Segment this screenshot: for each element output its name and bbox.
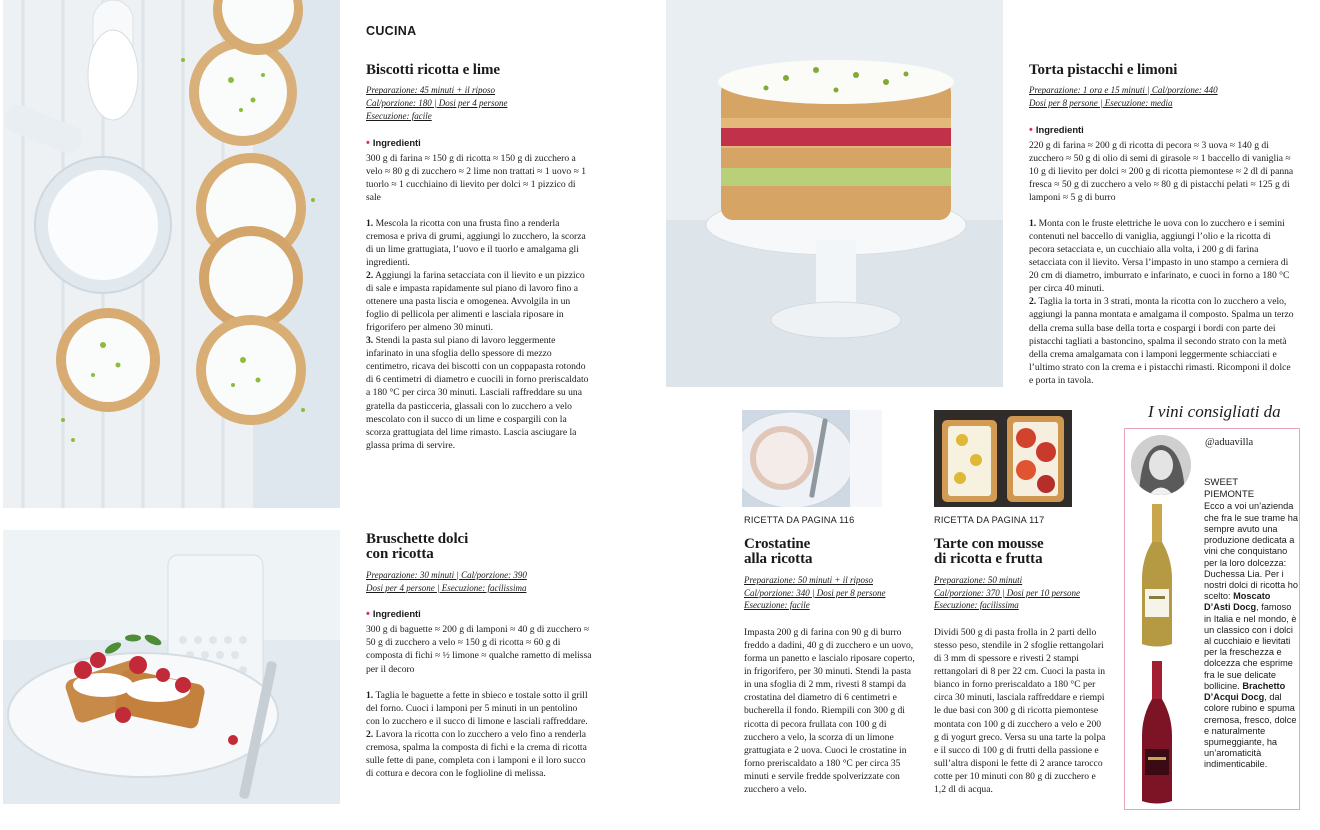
bullet-dot-icon: •: [1029, 123, 1033, 136]
recipe-meta: [744, 574, 918, 612]
recipe-meta: [1029, 84, 1297, 110]
bullet-dot-icon: •: [366, 136, 370, 149]
recipe-body: Dividi 500 g di pasta frolla in 2 parti dello stesso peso, stendile in 2 sfoglie rettangolari di 3 mm di spessore e rivesti 2 stampi rettangolari di 8 per 22 cm. Cuoci la pasta in bianco in forno preriscaldato a 180 °C per circa 30 minuti, lasciala raffreddare e riempi le due basi con 300 g di ricotta piemontese montata con 100 g di zucchero a velo e 200 g di yogurt greco. Versa su una tarte la polpa e il succo di 100 g di frutti della passione e sull’altra disponi le fette di 2 arance tarocco cotte per 10 minuti con 80 g di zucchero e 1,2 dl di acqua.: [934, 627, 1106, 795]
step-number: 1.: [366, 689, 374, 701]
wine-text-intro: Ecco a voi un’azienda che fra le sue trame ha sempre avuto una produzione dedicata a vini che conquistano per la loro dolcezza: Duchessa Lia. Per i nostri dolci di ricotta ho scelto:: [1204, 501, 1298, 602]
recipe-torta: [1029, 63, 1297, 387]
recipe-meta: [934, 574, 1108, 612]
step-text: Lavora la ricotta con lo zucchero a velo fino a renderla cremosa, spalma la composta di fichi e la crema di ricotta sulle fette di pane, completa con i lamponi e il loro succo di cottura e decora con le foglioline di melissa.: [366, 728, 587, 779]
title-line: Crostatine: [744, 536, 811, 552]
recipe-title: [744, 537, 918, 568]
meta-line: Preparazione: 1 ora e 15 minuti | Cal/porzione: 440: [1029, 85, 1218, 96]
meta-line: Cal/porzione: 340 | Dosi per 8 persone: [744, 587, 886, 598]
brand-line: SWEET: [1204, 477, 1239, 488]
photo-crostatine: [742, 410, 882, 507]
meta-line: Preparazione: 50 minuti: [934, 574, 1023, 585]
recipe-bruschette: [366, 532, 592, 780]
ingredients-label: Ingredienti: [372, 136, 421, 148]
photo-bruschette: [3, 530, 340, 804]
title-line: di ricotta e frutta: [934, 551, 1043, 568]
step: [366, 217, 592, 269]
photo-biscotti: [3, 0, 340, 508]
step: [366, 728, 592, 780]
recipe-body: Impasta 200 g di farina con 90 g di burro freddo a dadini, 40 g di zucchero e un uovo, forma un panetto e lascialo riposare coperto, in frigorifero, per 30 minuti. Stendi la pasta in una sfoglia di 2 mm, rivesti 8 stampi da crostatina del diametro di 6 centimetri e bucherella il fondo. Riempili con 300 g di ricotta di pecora frullata con 100 g di zucchero a velo, la scorza di un limone grattugiata e 2 uova. Cuoci le crostatine in forno preriscaldato a 180 °C per circa 35 minuti e servile fredde spolverizzate con zucchero a velo.: [744, 627, 915, 795]
wine-description: [1204, 477, 1299, 771]
page-reference: RICETTA DA PAGINA 116: [744, 515, 855, 525]
step: [1029, 295, 1297, 386]
meta-line: Esecuzione: facile: [366, 110, 432, 121]
meta-line: Preparazione: 50 minuti + il riposo: [744, 574, 873, 585]
wine-brand: [1204, 477, 1299, 500]
recipe-meta: [366, 84, 592, 122]
step-text: Aggiungi la farina setacciata con il lievito e un pizzico di sale e impasta rapidamente sul piano di lavoro fino a ottenere una pasta liscia e omogenea. Avvolgila in un foglio di pellicola per alimenti e lasciala riposare in frigorifero per almeno 30 minuti.: [366, 270, 585, 334]
step: [1029, 217, 1297, 295]
bottle-brachetto-icon: [1140, 661, 1174, 806]
recipe-title: Torta pistacchi e limoni: [1029, 62, 1178, 78]
step-number: 3.: [366, 335, 374, 347]
meta-line: Cal/porzione: 180 | Dosi per 4 persone: [366, 98, 508, 109]
brand-line: PIEMONTE: [1204, 488, 1255, 500]
recipe-meta: [366, 569, 592, 595]
step-text: Monta con le fruste elettriche le uova con lo zucchero e i semini contenuti nel baccello di vaniglia, aggiungi l’olio e la ricotta di pecora setacciata e, un cucchiaio alla volta, i 200 g di farina setacciata con il lievito. Versa l’impasto in uno stampo a cerniera di 20 cm di diametro, imburrato e infarinato, e cuoci in forno a 180 °C per circa 40 minuti.: [1029, 218, 1290, 295]
page-reference: RICETTA DA PAGINA 117: [934, 515, 1045, 525]
wine-box: [1124, 428, 1300, 810]
ingredients-heading: [366, 136, 592, 151]
recipe-steps: [366, 689, 592, 780]
step-number: 1.: [1029, 218, 1037, 230]
recipe-title: Biscotti ricotta e lime: [366, 62, 500, 78]
step-text: Taglia la torta in 3 strati, monta la ricotta con lo zucchero a velo, aggiungi la panna montata e amalgama il composto. Spalma un terzo della crema sulla base della torta e cospargi i bordi con parte dei pistacchi tagliati a bastoncino, spalma il secondo strato con la metà della crema amalgamata con i lamponi leggermente schiacciati e l’ultimo strato con la crema e i pistacchi rimasti. Ricomponi il dolce e porta in tavola.: [1029, 296, 1294, 386]
photo-tarte: [934, 410, 1072, 507]
step: [366, 689, 592, 728]
title-line: con ricotta: [366, 546, 434, 563]
ingredients-heading: [1029, 123, 1297, 138]
recipe-title: [366, 532, 592, 563]
step-text: Taglia le baguette a fette in sbieco e tostale sotto il grill del forno. Cuoci i lamponi per 5 minuti in un pentolino con lo zucchero e il succo di limone e lasciali raffreddare.: [366, 689, 588, 727]
ingredients-list: 300 g di farina ≈ 150 g di ricotta ≈ 150 g di zucchero a velo ≈ 80 g di zucchero ≈ 2 lime non trattati ≈ 1 uovo ≈ 1 tuorlo ≈ 1 cucchiaino di lievito per dolci ≈ 1 pizzico di sale: [366, 152, 587, 203]
recipe-title: [934, 537, 1108, 568]
recipe-crostatine: [744, 537, 918, 796]
avatar: [1131, 435, 1191, 495]
meta-line: Esecuzione: facile: [744, 600, 810, 611]
photo-torta: [666, 0, 1003, 387]
instagram-handle: @aduavilla: [1205, 437, 1254, 448]
recipe-steps: [1029, 217, 1297, 387]
ingredients-list: 220 g di farina ≈ 200 g di ricotta di pecora ≈ 3 uova ≈ 140 g di zucchero ≈ 50 g di olio di semi di girasole ≈ 1 baccello di vaniglia ≈ 10 g di lievito per dolci ≈ 200 g di ricotta piemontese ≈ 2 dl di panna fresca ≈ 50 g di zucchero a velo ≈ 80 g di pistacchi pelati ≈ 125 g di lamponi ≈ 5 g di burro: [1029, 139, 1294, 204]
step-text: Stendi la pasta sul piano di lavoro leggermente infarinato in una sfoglia dello spessore di mezzo centimetro, ricava dei biscotti con un coppapasta rotondo di 6 centimetri di diametro e cuocili in forno preriscaldato a 180 °C per circa 30 minuti. Lasciali raffreddare su una gratella da pasticceria, glassali con lo zucchero a velo mescolato con il succo di un lime e cospargili con la scorza grattugiata del lime rimasto. Lascia asciugare la glassa prima di servire.: [366, 335, 589, 451]
wine-text-brachetto: , dal colore rubino e spuma cremosa, fresco, dolce e naturalmente spumeggiante, ha un’aromaticità indimenticabile.: [1204, 692, 1297, 770]
wine-name-moscato: Moscato D’Asti Docg: [1204, 591, 1271, 613]
title-line: alla ricotta: [744, 551, 813, 568]
wine-name-brachetto: Brachetto D’Acqui Docg: [1204, 680, 1286, 703]
step-number: 2.: [1029, 296, 1037, 308]
ingredients-heading: [366, 607, 592, 622]
meta-line: Preparazione: 45 minuti + il riposo: [366, 85, 495, 96]
step-number: 2.: [366, 270, 374, 282]
meta-line: Esecuzione: facilissima: [934, 600, 1019, 611]
ingredients-label: Ingredienti: [372, 608, 421, 620]
wine-text-moscato: , famoso in Italia e nel mondo, è un classico con i dolci al cucchiaio e lievitati per la freschezza e dolcezza che esprime fra le sue delicate bollicine.: [1204, 602, 1297, 691]
title-line: Tarte con mousse: [934, 536, 1044, 552]
bullet-dot-icon: •: [366, 608, 370, 621]
recipe-steps: [366, 217, 592, 452]
step: [366, 269, 592, 334]
meta-line: Dosi per 4 persone | Esecuzione: facilissima: [366, 582, 527, 593]
step: [366, 334, 592, 451]
ingredients-list: 300 g di baguette ≈ 200 g di lamponi ≈ 40 g di zucchero ≈ 50 g di zucchero a velo ≈ 150 g di ricotta ≈ 60 g di composta di fichi ≈ ½ limone ≈ qualche rametto di melissa per il decoro: [366, 624, 592, 675]
ingredients-label: Ingredienti: [1035, 123, 1084, 135]
meta-line: Cal/porzione: 370 | Dosi per 10 persone: [934, 587, 1080, 598]
recipe-tarte: [934, 537, 1108, 796]
step-text: Mescola la ricotta con una frusta fino a renderla cremosa e priva di grumi, aggiungi lo zucchero, la scorza di un lime grattugiata, l’uovo e il tuorlo e amalgama gli ingredienti.: [366, 217, 586, 269]
bottle-moscato-icon: [1140, 504, 1174, 649]
step-number: 1.: [366, 217, 374, 229]
recipe-biscotti: [366, 63, 592, 452]
wine-section-title: I vini consigliati da: [1148, 402, 1281, 421]
step-number: 2.: [366, 728, 374, 740]
section-label: CUCINA: [366, 24, 417, 38]
meta-line: Dosi per 8 persone | Esecuzione: media: [1029, 98, 1173, 109]
title-line: Bruschette dolci: [366, 531, 469, 547]
meta-line: Preparazione: 30 minuti | Cal/porzione: 390: [366, 569, 527, 580]
